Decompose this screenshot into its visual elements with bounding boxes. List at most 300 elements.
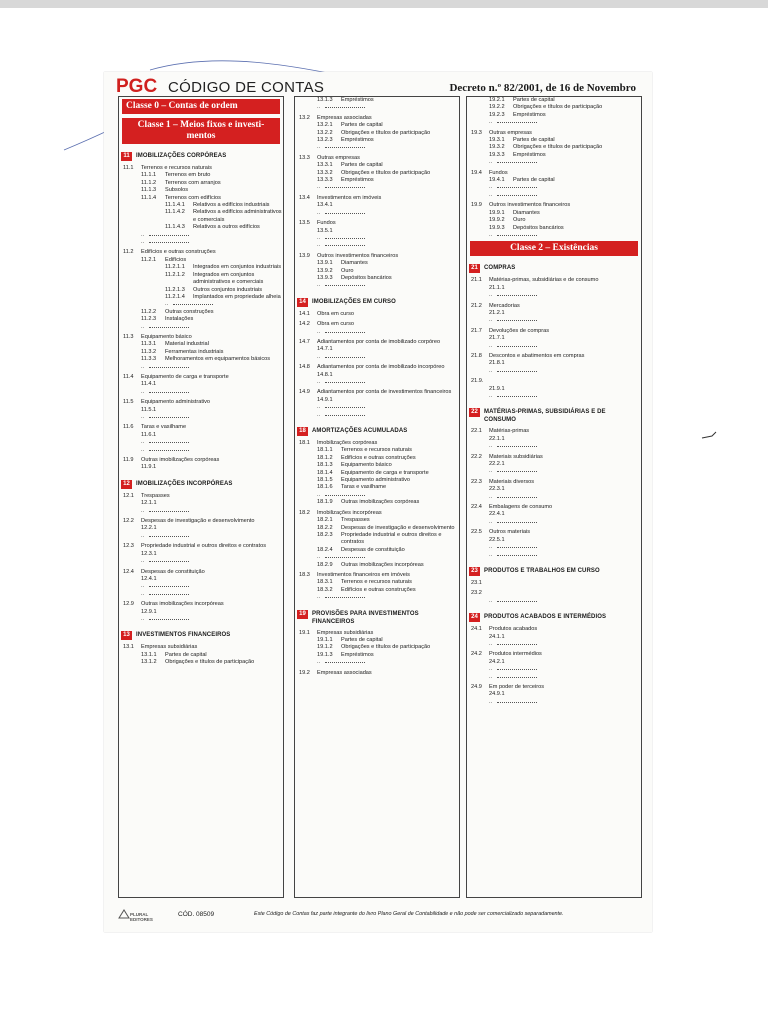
account-description: Edifícios e outras construções: [141, 249, 216, 256]
account-code: 19.3: [471, 129, 482, 136]
account-description: Descontos e abatimentos em compras: [489, 352, 585, 359]
account-line: [467, 130, 641, 137]
account-code: 19.2.1: [489, 97, 505, 103]
placeholder-dots: ..: [317, 554, 321, 561]
account-description: Outras imobilizações incorpóreas: [341, 561, 424, 568]
account-description: Trespasses: [141, 492, 170, 499]
account-code: 11.3: [123, 333, 134, 340]
account-line: [295, 499, 459, 506]
account-line: [295, 525, 459, 532]
placeholder-leader: [149, 392, 189, 393]
account-line: [295, 532, 459, 547]
account-line: [295, 484, 459, 491]
account-line: [467, 479, 641, 486]
account-description: [341, 372, 459, 379]
account-line: [295, 579, 459, 586]
account-description: Equipamento administrativo: [141, 399, 211, 406]
account-description: [341, 228, 459, 235]
placeholder-dots: ..: [317, 594, 321, 601]
account-line: [467, 428, 641, 435]
placeholder-dots: ..: [489, 119, 493, 126]
account-code-sheet: [104, 72, 652, 932]
page-title: CÓDIGO DE CONTAS: [168, 79, 325, 96]
placeholder-row: [467, 368, 641, 375]
account-description: Partes de capital: [341, 636, 383, 643]
account-description: Implantados em propriedade alheia: [193, 293, 281, 300]
account-line: [119, 309, 283, 316]
account-group-heading: [297, 610, 457, 626]
placeholder-leader: [149, 619, 189, 620]
placeholder-dots: ..: [141, 507, 145, 514]
group-title: IMOBILIZAÇÕES EM CURSO: [312, 298, 396, 305]
account-description: [165, 464, 283, 471]
account-line: [295, 477, 459, 484]
account-code: 21.7: [471, 327, 482, 334]
account-description: Material industrial: [165, 341, 209, 348]
placeholder-dots: ..: [317, 404, 321, 411]
placeholder-dots: ..: [489, 159, 493, 166]
account-description: [489, 378, 641, 385]
account-code: 19.2.2: [489, 104, 505, 111]
account-description: [341, 397, 459, 404]
placeholder-dots: ..: [317, 328, 321, 335]
account-line: [467, 328, 641, 335]
placeholder-dots: ..: [489, 443, 493, 450]
product-code: CÓD. 08509: [178, 911, 215, 918]
account-line: [119, 272, 283, 287]
account-description: [165, 381, 283, 388]
account-line: [119, 424, 283, 431]
account-code: 13.2.2: [317, 129, 333, 136]
account-description: Subsolos: [165, 187, 189, 194]
account-code: 11.1.4.1: [165, 202, 185, 209]
account-description: Melhoramentos em equipamentos básicos: [165, 356, 271, 363]
account-code: 11.2.1.1: [165, 264, 185, 271]
placeholder-row: [467, 674, 641, 681]
placeholder-dots: ..: [489, 393, 493, 399]
account-group-heading: [121, 152, 281, 161]
account-description: Terrenos em bruto: [165, 172, 211, 179]
account-line: [119, 551, 283, 558]
account-description: Obrigações e títulos de participação: [513, 144, 603, 151]
placeholder-row: [119, 301, 283, 308]
account-code: 22.3: [471, 478, 482, 485]
placeholder-leader: [149, 417, 189, 418]
account-description: Diamantes: [513, 209, 540, 216]
account-code: 13.2.1: [317, 122, 333, 129]
account-code: 24.2: [471, 651, 482, 658]
account-description: Outros conjuntos industriais: [193, 286, 263, 293]
account-line: [119, 257, 283, 264]
account-code: 12.3: [123, 543, 134, 550]
account-code: 19.1.3: [317, 651, 333, 658]
placeholder-row: [467, 317, 641, 324]
placeholder-dots: ..: [141, 590, 145, 597]
account-description: Fundos: [489, 169, 508, 176]
placeholder-leader: [497, 446, 537, 447]
account-line: [295, 510, 459, 517]
account-description: Ferramentas industriais: [165, 348, 224, 355]
placeholder-dots: ..: [141, 323, 145, 330]
account-description: [165, 407, 283, 414]
account-description: Diamantes: [341, 260, 368, 267]
group-number-badge: 22: [469, 408, 480, 417]
placeholder-leader: [149, 367, 189, 368]
account-description: Produtos intermédios: [489, 651, 542, 658]
account-code: 12.3.1: [141, 550, 157, 557]
placeholder-dots: ..: [489, 698, 493, 705]
account-description: [165, 576, 283, 583]
account-line: [467, 152, 641, 159]
account-code: 19.1.1: [317, 636, 333, 643]
placeholder-leader: [325, 245, 365, 246]
account-description: Obrigações e títulos de participação: [165, 659, 255, 666]
account-code: 12.4.1: [141, 575, 157, 582]
account-line: [119, 195, 283, 202]
account-description: Integrados em conjuntos administrativos e comerciais: [193, 271, 264, 286]
placeholder-leader: [149, 242, 189, 243]
placeholder-dots: ..: [317, 491, 321, 498]
account-code: 18.2.1: [317, 517, 333, 524]
account-code: 13.9: [299, 252, 310, 259]
account-code: 12.9.1: [141, 608, 157, 615]
account-code: 11.2.2: [141, 308, 157, 315]
placeholder-row: [295, 242, 459, 249]
account-line: [119, 432, 283, 439]
account-description: Despesas de investigação e desenvolvimento: [141, 518, 255, 525]
column-1: [118, 96, 284, 898]
account-description: Materiais subsidiárias: [489, 453, 543, 460]
group-title: MATÉRIAS-PRIMAS, SUBSIDIÁRIAS E DE CONSUMO: [484, 409, 606, 424]
placeholder-dots: ..: [165, 301, 169, 308]
placeholder-dots: ..: [489, 468, 493, 475]
placeholder-row: [467, 552, 641, 559]
placeholder-row: [467, 468, 641, 475]
account-line: [467, 335, 641, 342]
account-description: Terrenos e recursos naturais: [141, 165, 212, 171]
account-line: [119, 601, 283, 608]
placeholder-leader: [325, 557, 365, 558]
account-description: Outras empresas: [489, 129, 532, 136]
account-line: [467, 529, 641, 536]
account-description: Empréstimos: [341, 651, 374, 658]
account-line: [295, 470, 459, 477]
account-code: 22.3.1: [489, 486, 505, 493]
account-description: Obra em curso: [317, 321, 354, 328]
account-description: Instalações: [165, 316, 194, 323]
account-description: Despesas de constituição: [141, 568, 205, 575]
placeholder-leader: [325, 495, 365, 496]
account-description: Partes de capital: [341, 162, 383, 169]
placeholder-leader: [497, 235, 537, 236]
account-line: [119, 224, 283, 231]
account-code: 22.2.1: [489, 461, 505, 468]
account-code: 12.2: [123, 518, 134, 525]
group-number-badge: 18: [297, 427, 308, 436]
account-description: [165, 551, 283, 558]
account-code: 23.1: [471, 579, 482, 586]
account-line: [467, 137, 641, 144]
account-description: Investimentos em imóveis: [317, 194, 382, 201]
placeholder-dots: ..: [489, 640, 493, 647]
account-description: Adiantamentos por conta de imobilizado corpóreo: [317, 338, 441, 345]
placeholder-row: [467, 184, 641, 191]
class-heading: Classe 1 – Meios fixos e investi-mentos: [122, 118, 280, 144]
account-group-heading: [297, 298, 457, 307]
account-code: 11.2.1.3: [165, 286, 185, 293]
account-description: [513, 436, 641, 443]
account-code: 24.1: [471, 626, 482, 633]
placeholder-dots: ..: [489, 292, 493, 299]
placeholder-leader: [149, 442, 189, 443]
placeholder-row: [119, 447, 283, 454]
placeholder-leader: [497, 522, 537, 523]
account-line: [119, 644, 283, 651]
placeholder-row: [467, 232, 641, 239]
account-description: Taras e vasilhame: [141, 424, 187, 431]
class-heading: Classe 0 – Contas de ordem: [122, 99, 280, 114]
account-line: [295, 339, 459, 346]
account-code: 24.2.1: [489, 658, 505, 665]
account-code: 11.3.2: [141, 348, 157, 355]
account-line: [295, 447, 459, 454]
account-line: [467, 310, 641, 317]
placeholder-dots: ..: [489, 551, 493, 558]
account-line: [467, 580, 641, 587]
account-description: Embalagens de consumo: [489, 504, 553, 511]
account-line: [295, 562, 459, 569]
account-line: [295, 268, 459, 275]
account-code: 18.1: [299, 440, 310, 447]
account-code: 12.1: [123, 492, 134, 499]
account-code: 11.3.1: [141, 341, 157, 348]
account-description: [165, 500, 283, 507]
account-line: [295, 637, 459, 644]
account-code: 13.3.2: [317, 169, 333, 176]
placeholder-dots: ..: [317, 282, 321, 289]
placeholder-dots: ..: [489, 342, 493, 349]
account-description: Adiantamentos por conta de imobilizado incorpóreo: [317, 364, 445, 371]
group-number-badge: 23: [469, 567, 480, 576]
account-description: Outras imobilizações corpóreas: [141, 457, 220, 464]
account-code: 13.9.3: [317, 274, 333, 281]
account-description: Terrenos e recursos naturais: [341, 447, 412, 454]
account-code: 18.2: [299, 509, 310, 516]
account-description: Imobilizações corpóreas: [317, 440, 378, 447]
account-description: Obrigações e títulos de participação: [513, 104, 603, 111]
account-description: Ouro: [513, 217, 526, 224]
placeholder-leader: [149, 561, 189, 562]
account-code: 13.5: [299, 220, 310, 227]
placeholder-dots: ..: [489, 367, 493, 374]
account-line: [467, 436, 641, 443]
account-code: 13.1.3: [317, 97, 333, 103]
placeholder-dots: ..: [317, 353, 321, 360]
sheet-footer: [118, 908, 644, 922]
account-line: [467, 360, 641, 367]
account-description: Outros investimentos financeiros: [317, 252, 399, 259]
placeholder-dots: ..: [141, 231, 145, 238]
account-description: Outras imobilizações incorpóreas: [141, 601, 224, 608]
placeholder-dots: ..: [489, 493, 493, 500]
account-description: [513, 659, 641, 666]
placeholder-row: [295, 104, 459, 111]
placeholder-leader: [149, 327, 189, 328]
account-code: 24.1.1: [489, 633, 505, 640]
placeholder-dots: ..: [141, 388, 145, 395]
account-line: [119, 543, 283, 550]
placeholder-leader: [325, 382, 365, 383]
placeholder-row: [295, 282, 459, 289]
account-group-heading: [121, 631, 281, 640]
account-line: [119, 381, 283, 388]
account-line: [119, 500, 283, 507]
account-code: 18.1.3: [317, 462, 333, 469]
placeholder-leader: [149, 536, 189, 537]
placeholder-leader: [497, 320, 537, 321]
account-description: Edifícios: [165, 256, 187, 263]
account-line: [119, 356, 283, 363]
account-code: 13.1.1: [141, 651, 157, 658]
account-code: 21.9.: [471, 378, 484, 385]
placeholder-leader: [325, 285, 365, 286]
placeholder-leader: [497, 396, 537, 397]
account-line: [295, 321, 459, 328]
account-code: 24.9.1: [489, 691, 505, 698]
account-code: 18.3: [299, 571, 310, 578]
account-code: 13.3.3: [317, 177, 333, 184]
account-code: 18.1.4: [317, 469, 333, 476]
account-line: [295, 260, 459, 267]
placeholder-row: [467, 292, 641, 299]
account-line: [467, 353, 641, 360]
group-title: IMOBILIZAÇÕES INCORPÓREAS: [136, 480, 233, 487]
account-description: Em poder de terceiros: [489, 683, 545, 690]
account-description: Adiantamentos por conta de investimentos financeiros: [317, 389, 452, 396]
account-code: 14.7.1: [317, 346, 333, 353]
account-code: 21.2.1: [489, 309, 505, 316]
group-title: INVESTIMENTOS FINANCEIROS: [136, 632, 231, 639]
account-line: [467, 378, 641, 385]
account-line: [467, 454, 641, 461]
account-description: Partes de capital: [165, 651, 207, 658]
account-line: [467, 97, 641, 104]
account-code: 13.2.3: [317, 137, 333, 144]
account-line: [295, 137, 459, 144]
account-description: Propriedade industrial e outros direitos e contratos: [141, 543, 266, 550]
placeholder-row: [119, 591, 283, 598]
placeholder-leader: [325, 332, 365, 333]
account-line: [295, 389, 459, 396]
account-line: [467, 202, 641, 209]
placeholder-dots: ..: [489, 231, 493, 238]
account-code: 21.8.1: [489, 360, 505, 367]
account-code: 13.4: [299, 194, 310, 201]
account-line: [119, 457, 283, 464]
account-group-heading: [469, 567, 639, 576]
account-line: [119, 569, 283, 576]
account-code: 18.1.2: [317, 454, 333, 461]
placeholder-row: [295, 594, 459, 601]
account-description: Outras empresas: [317, 154, 360, 161]
account-code: 11.2.1.2: [165, 271, 185, 278]
placeholder-leader: [325, 213, 365, 214]
account-description: Investimentos financeiros em imóveis: [317, 571, 410, 578]
account-code: 11.4.1: [141, 381, 157, 388]
group-title: COMPRAS: [484, 265, 516, 272]
account-line: [295, 397, 459, 404]
placeholder-row: [119, 439, 283, 446]
account-line: [295, 177, 459, 184]
account-line: [295, 547, 459, 554]
placeholder-row: [295, 184, 459, 191]
account-code: 12.9: [123, 601, 134, 608]
account-code: 11.1.4: [141, 194, 157, 201]
account-line: [467, 112, 641, 119]
account-line: [119, 518, 283, 525]
account-description: Outros investimentos financeiros: [489, 202, 571, 209]
placeholder-row: [119, 232, 283, 239]
account-line: [467, 210, 641, 217]
account-description: Fundos: [317, 220, 336, 227]
account-code: 23.2: [471, 590, 482, 597]
account-description: Equipamento de carga e transporte: [341, 469, 429, 476]
group-number-badge: 14: [297, 298, 308, 307]
account-description: Mercadorias: [489, 302, 520, 309]
account-line: [295, 228, 459, 235]
placeholder-leader: [149, 235, 189, 236]
account-line: [119, 202, 283, 209]
account-line: [295, 517, 459, 524]
account-code: 22.1: [471, 428, 482, 435]
account-description: Outros materiais: [489, 529, 531, 536]
placeholder-row: [467, 192, 641, 199]
account-code: 19.9.1: [489, 209, 505, 216]
placeholder-row: [467, 598, 641, 605]
account-description: Empresas subsidiárias: [141, 644, 198, 651]
account-code: 22.2: [471, 453, 482, 460]
placeholder-leader: [497, 677, 537, 678]
placeholder-row: [467, 494, 641, 501]
account-code: 14.7: [299, 338, 310, 345]
account-line: [295, 202, 459, 209]
account-line: [295, 372, 459, 379]
account-line: [467, 634, 641, 641]
account-line: [467, 285, 641, 292]
account-code: 21.7.1: [489, 335, 505, 342]
placeholder-row: [467, 666, 641, 673]
account-code: 19.1.2: [317, 644, 333, 651]
account-code: 19.3.1: [489, 137, 505, 144]
placeholder-row: [119, 533, 283, 540]
account-description: Produtos acabados: [489, 626, 538, 633]
account-group-heading: [469, 264, 639, 273]
group-number-badge: 11: [121, 152, 132, 161]
account-line: [119, 264, 283, 271]
account-line: [295, 652, 459, 659]
placeholder-dots: ..: [141, 239, 145, 246]
account-description: Relativos a outros edifícios: [193, 224, 260, 231]
account-description: Empresas subsidiárias: [317, 629, 374, 636]
account-line: [295, 572, 459, 579]
placeholder-dots: ..: [317, 234, 321, 241]
account-description: [513, 691, 641, 698]
account-code: 19.9.2: [489, 217, 505, 224]
group-title: AMORTIZAÇÕES ACUMULADAS: [312, 428, 408, 435]
placeholder-leader: [149, 511, 189, 512]
account-code: 11.5.1: [141, 406, 157, 413]
account-description: Partes de capital: [513, 177, 555, 184]
